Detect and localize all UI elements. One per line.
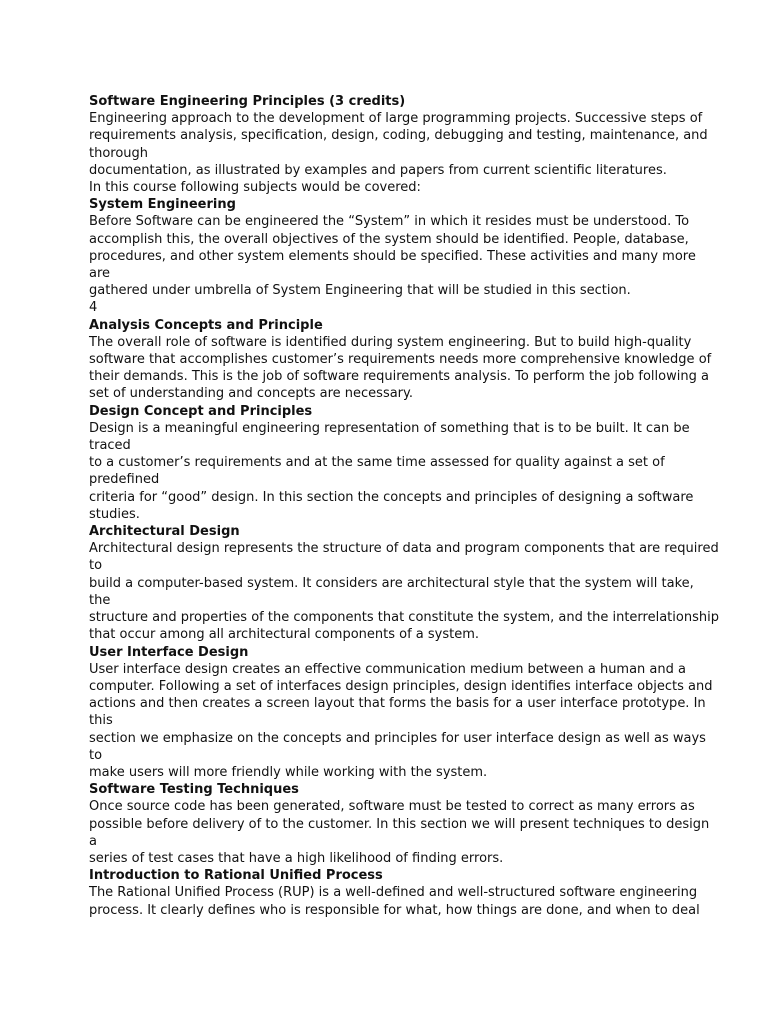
section-heading: Software Testing Techniques bbox=[89, 782, 299, 798]
section-body-line: The Rational Unified Process (RUP) is a well-defined and well-structured software engineering bbox=[89, 885, 698, 901]
section-body-line: gathered under umbrella of System Engineering that will be studied in this section. bbox=[89, 283, 631, 299]
section-body-line: the bbox=[89, 592, 111, 608]
document-title: Software Engineering Principles (3 credits) bbox=[89, 94, 406, 109]
section-body-line: accomplish this, the overall objectives of the system should be identified. People, database, bbox=[89, 231, 689, 247]
section-body-line: software that accomplishes customer’s requirements needs more comprehensive knowledge of bbox=[89, 352, 712, 368]
section-body-line: their demands. This is the job of software requirements analysis. To perform the job following a bbox=[89, 369, 709, 385]
section-body-line: section we emphasize on the concepts and principles for user interface design as well as ways bbox=[89, 730, 706, 746]
section-body-line: this bbox=[89, 713, 113, 729]
document-page bbox=[89, 93, 719, 919]
section-body-line: process. It clearly defines who is responsible for what, how things are done, and when to deal bbox=[89, 902, 700, 918]
intro-line: thorough bbox=[89, 145, 149, 161]
section bbox=[89, 196, 696, 316]
section bbox=[89, 781, 710, 867]
section-heading: Architectural Design bbox=[89, 524, 240, 540]
intro-line: requirements analysis, specification, design, coding, debugging and testing, maintenance, and bbox=[89, 128, 708, 144]
section-body-line: to bbox=[89, 558, 103, 574]
section-body-line: that occur among all architectural components of a system. bbox=[89, 627, 480, 643]
section-body-line: to bbox=[89, 747, 103, 763]
section bbox=[89, 403, 694, 523]
section-heading: User Interface Design bbox=[89, 644, 249, 660]
section-body-line: computer. Following a set of interfaces design principles, design identifies interface objects and bbox=[89, 678, 713, 694]
intro-paragraph bbox=[89, 110, 708, 196]
section-heading: Analysis Concepts and Principle bbox=[89, 317, 323, 333]
section bbox=[89, 317, 712, 403]
intro-line: In this course following subjects would be covered: bbox=[89, 180, 421, 196]
section-heading: System Engineering bbox=[89, 197, 236, 213]
section-body-line: build a computer-based system. It considers are architectural style that the system will take, bbox=[89, 575, 694, 591]
section-body-line: Before Software can be engineered the “System” in which it resides must be understood. To bbox=[89, 214, 690, 230]
section-body-line: The overall role of software is identified during system engineering. But to build high-quality bbox=[89, 334, 692, 350]
intro-line: Engineering approach to the development of large programming projects. Successive steps of bbox=[89, 111, 703, 127]
section-body-line: Architectural design represents the structure of data and program components that are required bbox=[89, 541, 719, 557]
section-body-line: series of test cases that have a high likelihood of finding errors. bbox=[89, 850, 504, 866]
section-body-line: Once source code has been generated, software must be tested to correct as many errors as bbox=[89, 799, 695, 815]
section-body-line: to a customer’s requirements and at the same time assessed for quality against a set of bbox=[89, 455, 665, 471]
section-body-line: studies. bbox=[89, 506, 140, 522]
section-body-line: make users will more friendly while working with the system. bbox=[89, 764, 488, 780]
section-body-line: structure and properties of the components that constitute the system, and the interrelationship bbox=[89, 610, 719, 626]
section-body-line: traced bbox=[89, 438, 131, 454]
section-body-line: 4 bbox=[89, 300, 98, 316]
section bbox=[89, 644, 713, 782]
section-body-line: Design is a meaningful engineering representation of something that is to be built. It can be bbox=[89, 420, 690, 436]
section-body-line: User interface design creates an effective communication medium between a human and a bbox=[89, 661, 686, 677]
section-body-line: criteria for “good” design. In this section the concepts and principles of designing a software bbox=[89, 489, 694, 505]
section-body-line: procedures, and other system elements should be specified. These activities and many more bbox=[89, 248, 696, 264]
section-body-line: are bbox=[89, 266, 111, 282]
section-body-line: predefined bbox=[89, 472, 160, 488]
section-body-line: a bbox=[89, 833, 97, 849]
sections-list bbox=[89, 196, 719, 919]
section-heading: Introduction to Rational Unified Process bbox=[89, 868, 383, 884]
intro-line: documentation, as illustrated by examples and papers from current scientific literatures. bbox=[89, 162, 667, 178]
section bbox=[89, 867, 700, 919]
section-body-line: possible before delivery of to the customer. In this section we will present techniques to design bbox=[89, 816, 710, 832]
section-body-line: set of understanding and concepts are necessary. bbox=[89, 386, 413, 402]
section-heading: Design Concept and Principles bbox=[89, 403, 313, 419]
section bbox=[89, 523, 719, 643]
section-body-line: actions and then creates a screen layout that forms the basis for a user interface prototype. In bbox=[89, 696, 706, 712]
